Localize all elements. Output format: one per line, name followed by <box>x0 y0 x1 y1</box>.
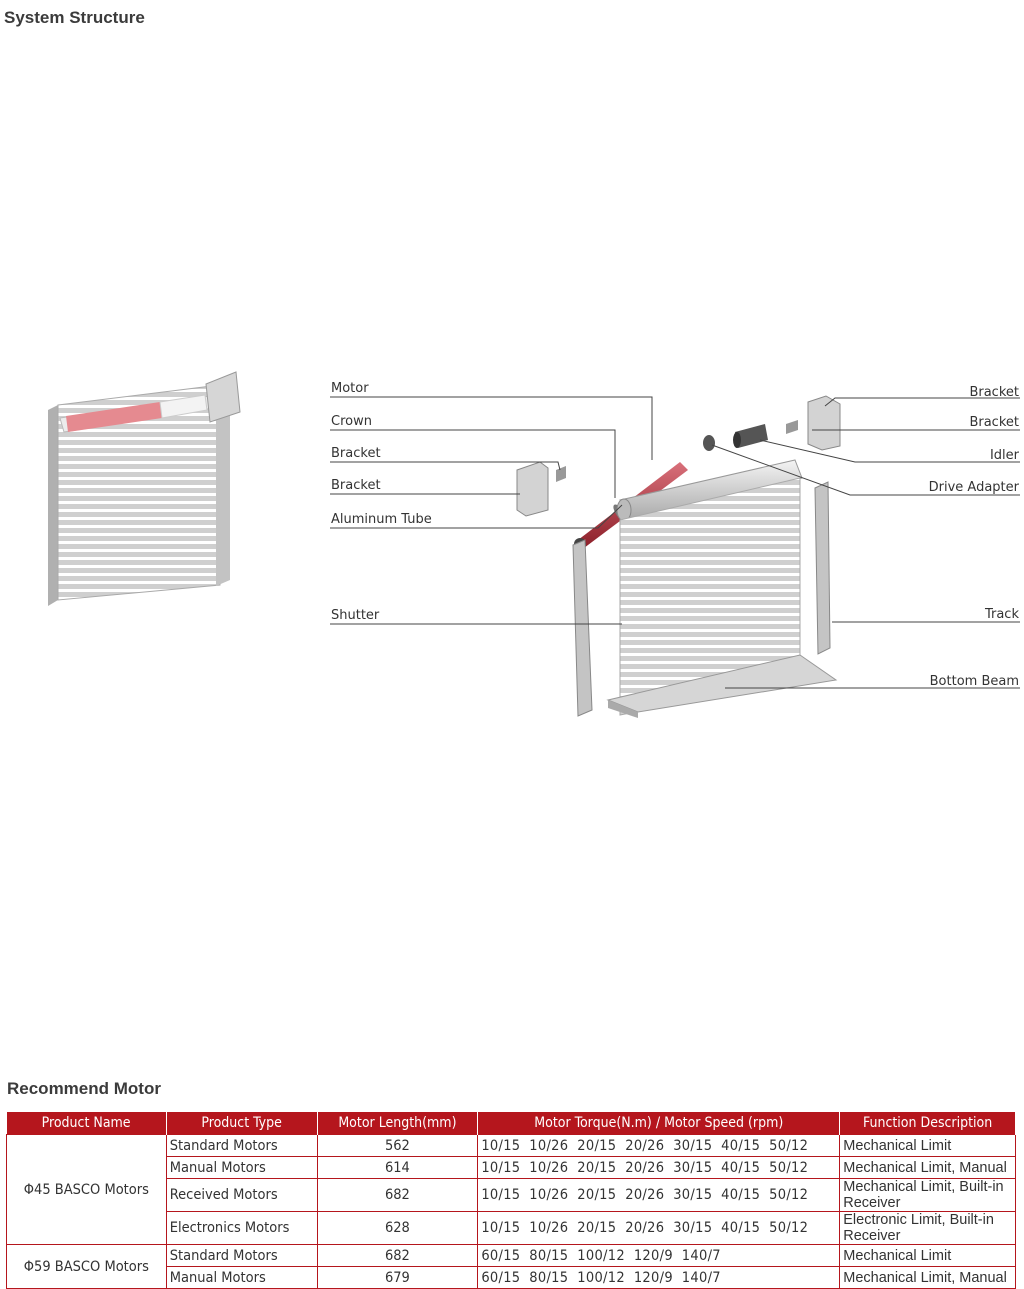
motor-length-cell: 679 <box>317 1267 478 1289</box>
torque-speed-cell: 60/15 80/15 100/12 120/9 140/7 <box>478 1245 840 1267</box>
table-row <box>7 1245 1016 1267</box>
label-bracket-left-1: Bracket <box>331 446 381 461</box>
header-product-name: Product Name <box>7 1112 167 1135</box>
exploded-view-illustration <box>517 396 840 718</box>
product-type-cell: Manual Motors <box>166 1267 317 1289</box>
torque-speed-cell: 10/15 10/26 20/15 20/26 30/15 40/15 50/12 <box>478 1135 840 1157</box>
label-shutter: Shutter <box>331 608 380 623</box>
torque-speed-cell: 60/15 80/15 100/12 120/9 140/7 <box>478 1267 840 1289</box>
label-crown: Crown <box>331 414 372 429</box>
label-idler: Idler <box>989 448 1019 463</box>
function-cell: Mechanical Limit, Manual <box>840 1267 1016 1289</box>
label-bottom-beam: Bottom Beam <box>929 674 1019 689</box>
torque-speed-cell: 10/15 10/26 20/15 20/26 30/15 40/15 50/12 <box>478 1212 840 1245</box>
function-cell: Mechanical Limit, Built-in Receiver <box>840 1179 1016 1212</box>
header-torque-speed: Motor Torque(N.m) / Motor Speed (rpm) <box>478 1112 840 1135</box>
label-bracket-right-2: Bracket <box>969 415 1019 430</box>
product-type-cell: Received Motors <box>166 1179 317 1212</box>
assembled-shutter-illustration <box>48 372 240 606</box>
product-type-cell: Standard Motors <box>166 1135 317 1157</box>
motor-length-cell: 614 <box>317 1157 478 1179</box>
function-cell: Mechanical Limit <box>840 1245 1016 1267</box>
function-cell: Mechanical Limit, Manual <box>840 1157 1016 1179</box>
recommend-motor-heading: Recommend Motor <box>7 1079 161 1098</box>
torque-speed-cell: 10/15 10/26 20/15 20/26 30/15 40/15 50/12 <box>478 1179 840 1212</box>
motor-length-cell: 628 <box>317 1212 478 1245</box>
label-track: Track <box>984 607 1019 622</box>
product-name-cell: Φ59 BASCO Motors <box>7 1245 167 1289</box>
function-cell: Electronic Limit, Built-in Receiver <box>840 1212 1016 1245</box>
motor-table <box>6 1112 1016 1289</box>
table-row <box>7 1135 1016 1157</box>
product-type-cell: Manual Motors <box>166 1157 317 1179</box>
motor-length-cell: 682 <box>317 1179 478 1212</box>
product-type-cell: Electronics Motors <box>166 1212 317 1245</box>
label-drive-adapter: Drive Adapter <box>928 480 1019 495</box>
table-header-row <box>7 1112 1016 1135</box>
product-type-cell: Standard Motors <box>166 1245 317 1267</box>
label-motor: Motor <box>331 381 369 396</box>
torque-speed-cell: 10/15 10/26 20/15 20/26 30/15 40/15 50/12 <box>478 1157 840 1179</box>
header-function-description: Function Description <box>840 1112 1016 1135</box>
system-structure-diagram <box>0 360 1024 730</box>
label-bracket-right-1: Bracket <box>969 385 1019 400</box>
header-product-type: Product Type <box>166 1112 317 1135</box>
function-cell: Mechanical Limit <box>840 1135 1016 1157</box>
label-aluminum-tube: Aluminum Tube <box>331 512 432 527</box>
motor-length-cell: 562 <box>317 1135 478 1157</box>
page-title: System Structure <box>4 8 145 27</box>
header-motor-length: Motor Length(mm) <box>317 1112 478 1135</box>
product-name-cell: Φ45 BASCO Motors <box>7 1135 167 1245</box>
motor-length-cell: 682 <box>317 1245 478 1267</box>
label-bracket-left-2: Bracket <box>331 478 381 493</box>
